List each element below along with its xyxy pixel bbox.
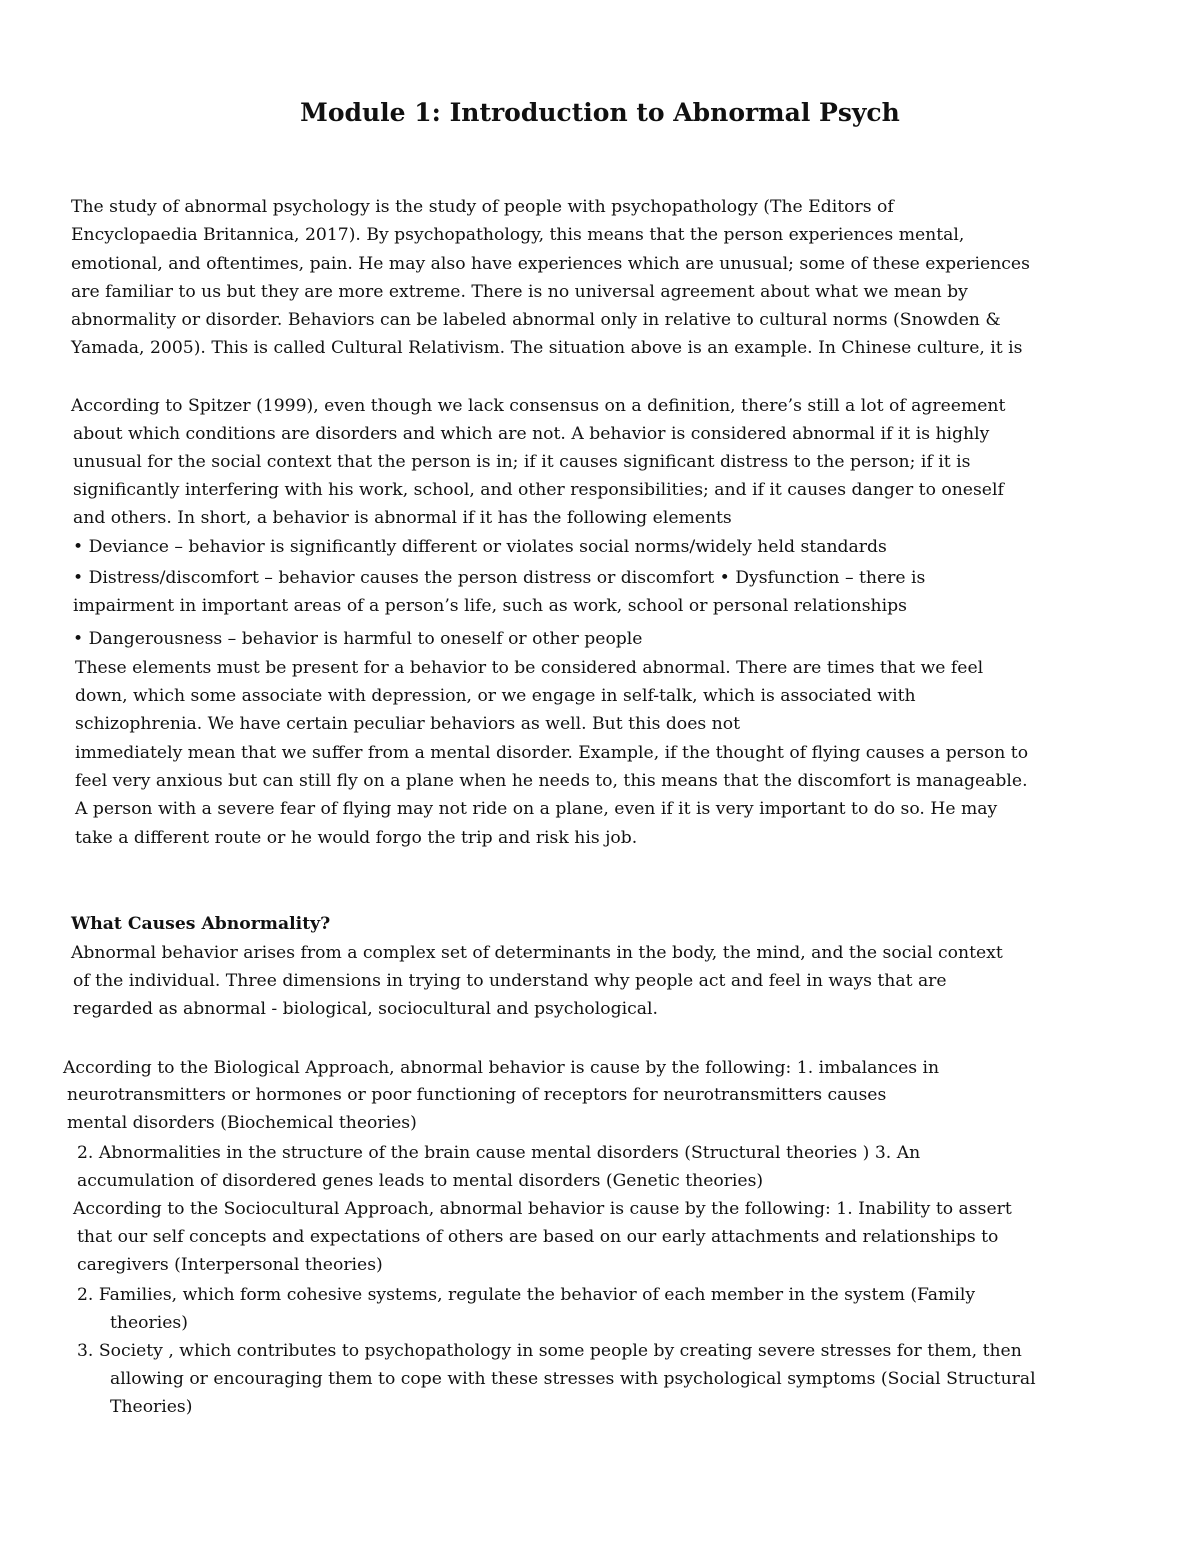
intro-line: Yamada, 2005). This is called Cultural Relativism. The situation above is an example. In Chinese culture, it is <box>71 338 1023 358</box>
spitzer-line: feel very anxious but can still fly on a plane when he needs to, this means that the discomfort is manageable. <box>75 771 1028 791</box>
bullet-deviance: • Deviance – behavior is significantly different or violates social norms/widely held standards <box>73 537 887 557</box>
bullet-dangerousness: • Dangerousness – behavior is harmful to oneself or other people <box>73 629 643 649</box>
approach-line: theories) <box>110 1313 188 1333</box>
spitzer-line: impairment in important areas of a person’s life, such as work, school or personal relationships <box>73 596 907 616</box>
spitzer-line: immediately mean that we suffer from a mental disorder. Example, if the thought of flying causes a person to <box>75 743 1029 763</box>
approach-line: 3. Society , which contributes to psychopathology in some people by creating severe stresses for them, then <box>77 1341 1022 1361</box>
approach-line: 2. Families, which form cohesive systems, regulate the behavior of each member in the system (Family <box>77 1285 976 1305</box>
spitzer-line: A person with a severe fear of flying may not ride on a plane, even if it is very important to do so. He may <box>75 799 998 819</box>
spitzer-line: schizophrenia. We have certain peculiar behaviors as well. But this does not <box>75 714 740 734</box>
spitzer-line: down, which some associate with depression, or we engage in self-talk, which is associated with <box>75 686 916 706</box>
approach-line: According to the Sociocultural Approach, abnormal behavior is cause by the following: 1. Inability to assert <box>73 1199 1012 1219</box>
approach-line: allowing or encouraging them to cope with these stresses with psychological symptoms (Social Structural <box>110 1369 1036 1389</box>
spitzer-line: significantly interfering with his work, school, and other responsibilities; and if it causes danger to oneself <box>73 480 1004 500</box>
intro-line: The study of abnormal psychology is the study of people with psychopathology (The Editors of <box>71 197 894 217</box>
causes-line: Abnormal behavior arises from a complex set of determinants in the body, the mind, and the social context <box>71 943 1003 963</box>
approach-line: According to the Biological Approach, abnormal behavior is cause by the following: 1. imbalances in <box>63 1058 940 1078</box>
causes-line: regarded as abnormal - biological, sociocultural and psychological. <box>73 999 658 1019</box>
spitzer-line: take a different route or he would forgo the trip and risk his job. <box>75 828 638 848</box>
approach-line: 2. Abnormalities in the structure of the brain cause mental disorders (Structural theories ) 3. An <box>77 1143 921 1163</box>
approach-line: that our self concepts and expectations of others are based on our early attachments and relationships to <box>77 1227 999 1247</box>
intro-line: emotional, and oftentimes, pain. He may also have experiences which are unusual; some of these experiences <box>71 254 1030 274</box>
intro-line: are familiar to us but they are more extreme. There is no universal agreement about what we mean by <box>71 282 968 302</box>
intro-line: abnormality or disorder. Behaviors can be labeled abnormal only in relative to cultural norms (Snowden & <box>71 310 1001 330</box>
spitzer-line: These elements must be present for a behavior to be considered abnormal. There are times that we feel <box>75 658 984 678</box>
approach-line: caregivers (Interpersonal theories) <box>77 1255 383 1275</box>
spitzer-line: about which conditions are disorders and which are not. A behavior is considered abnormal if it is highly <box>73 424 990 444</box>
section-heading: What Causes Abnormality? <box>71 914 331 934</box>
intro-line: Encyclopaedia Britannica, 2017). By psychopathology, this means that the person experiences mental, <box>71 225 965 245</box>
page-title: Module 1: Introduction to Abnormal Psych <box>300 98 900 127</box>
causes-line: of the individual. Three dimensions in trying to understand why people act and feel in ways that are <box>73 971 947 991</box>
bullet-distress: • Distress/discomfort – behavior causes the person distress or discomfort • Dysfunction – there is <box>73 568 926 588</box>
spitzer-line: According to Spitzer (1999), even though we lack consensus on a definition, there’s still a lot of agreement <box>71 396 1006 416</box>
approach-line: Theories) <box>110 1397 193 1417</box>
approach-line: accumulation of disordered genes leads to mental disorders (Genetic theories) <box>77 1171 764 1191</box>
spitzer-line: and others. In short, a behavior is abnormal if it has the following elements <box>73 508 732 528</box>
approach-line: neurotransmitters or hormones or poor functioning of receptors for neurotransmitters causes <box>67 1085 887 1105</box>
approach-line: mental disorders (Biochemical theories) <box>67 1113 417 1133</box>
spitzer-line: unusual for the social context that the person is in; if it causes significant distress to the person; if it is <box>73 452 971 472</box>
